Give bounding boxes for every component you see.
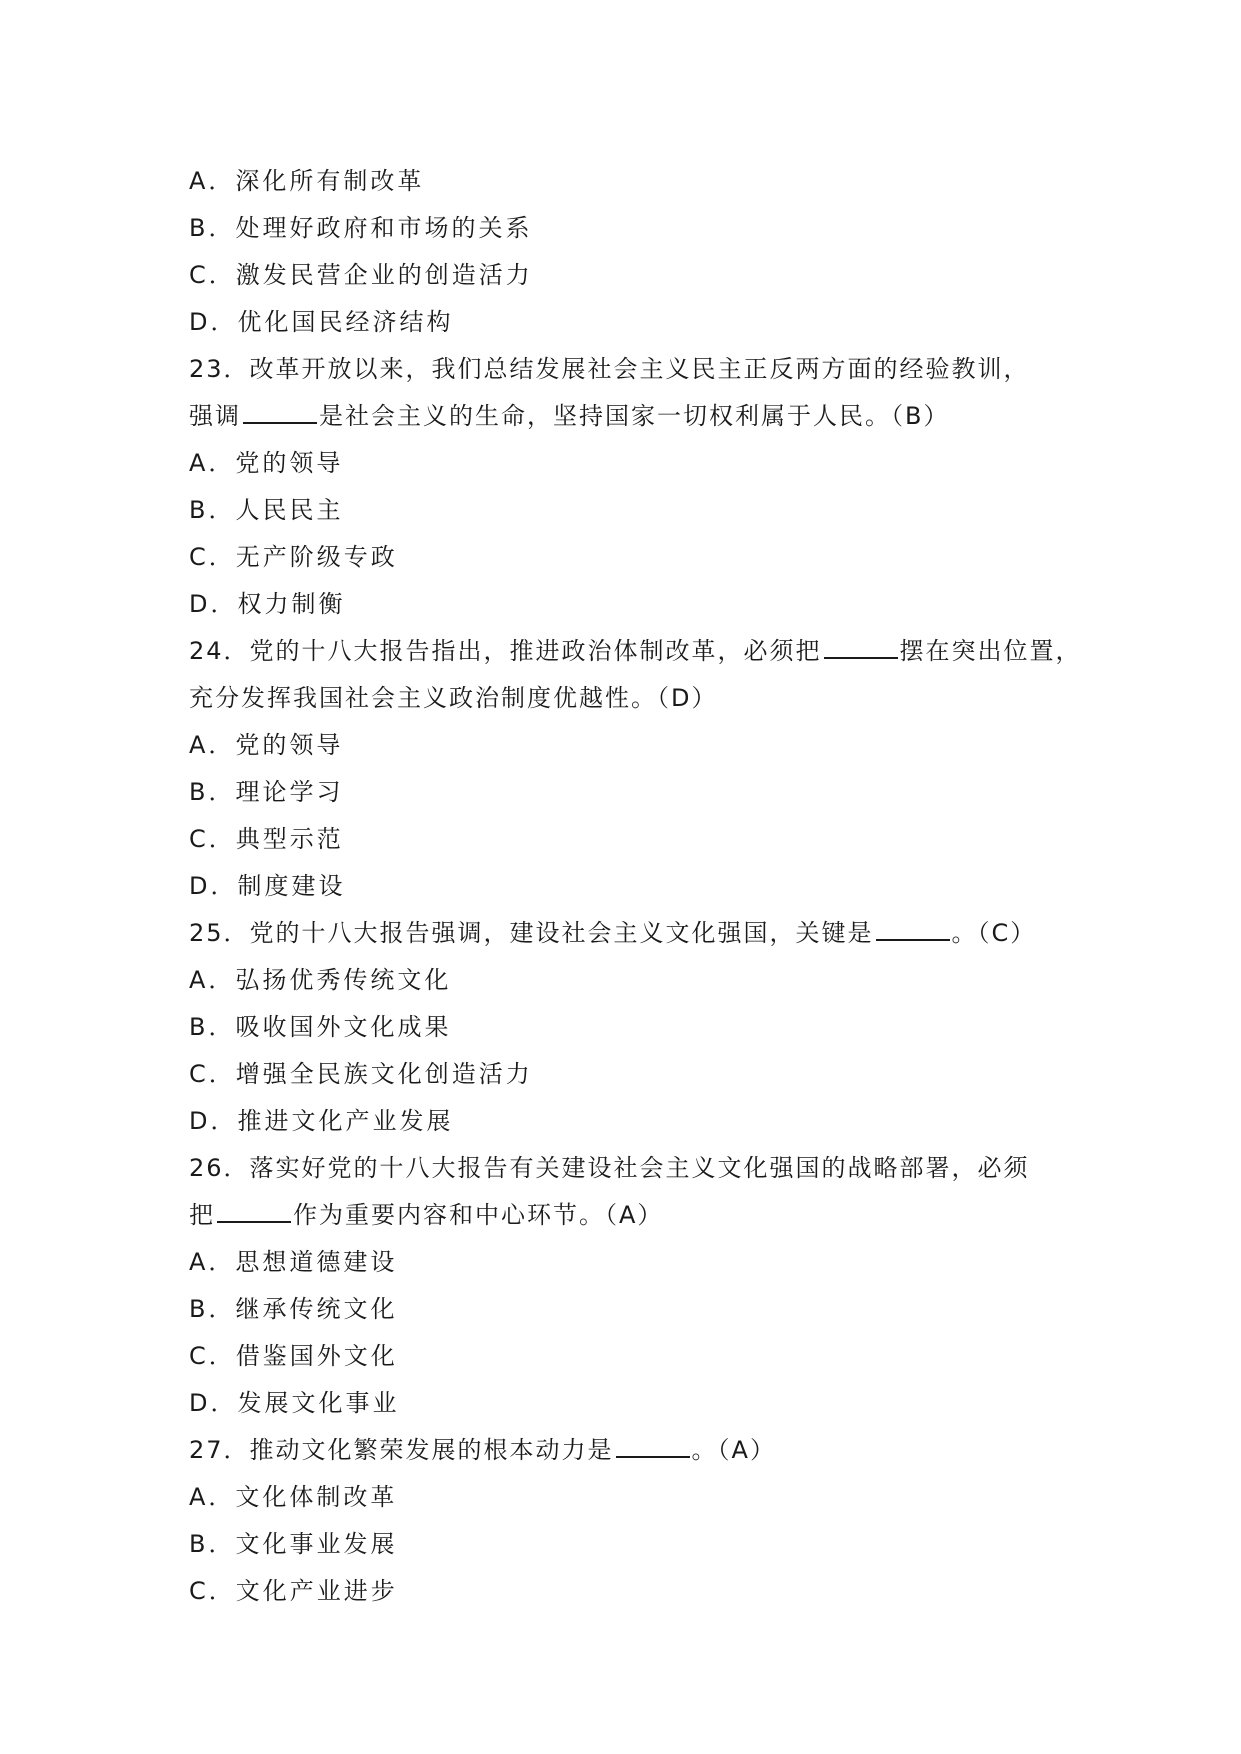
question-text-line (189, 910, 1069, 957)
question-text: 。（A） (691, 1436, 776, 1464)
answer-option: A．文化体制改革 (189, 1483, 398, 1511)
question-text-line (189, 628, 1082, 675)
question-list (189, 158, 1082, 1615)
answer-option: C．典型示范 (189, 825, 344, 853)
answer-option: B．吸收国外文化成果 (189, 1013, 452, 1041)
question-text-line (189, 675, 1069, 722)
answer-option: B．人民民主 (189, 496, 344, 524)
question-text: 25．党的十八大报告强调，建设社会主义文化强国，关键是 (189, 919, 874, 947)
question-text-line (189, 1192, 1069, 1239)
answer-option: C．激发民营企业的创造活力 (189, 261, 533, 289)
answer-option: A．深化所有制改革 (189, 167, 425, 195)
question-text-line (189, 1145, 1069, 1192)
answer-option: B．继承传统文化 (189, 1295, 398, 1323)
answer-option: C．借鉴国外文化 (189, 1342, 398, 1370)
answer-option: D．权力制衡 (189, 590, 346, 618)
answer-option: D．推进文化产业发展 (189, 1107, 454, 1135)
answer-option: B．理论学习 (189, 778, 344, 806)
question-text: 24．党的十八大报告指出，推进政治体制改革，必须把 (189, 637, 822, 665)
question-text-line (189, 346, 1069, 393)
answer-option: B．处理好政府和市场的关系 (189, 214, 533, 242)
question-text: 把 (189, 1201, 215, 1229)
question-text: 强调 (189, 402, 241, 430)
fill-in-blank (217, 1195, 291, 1223)
answer-option: C．增强全民族文化创造活力 (189, 1060, 533, 1088)
answer-option: B．文化事业发展 (189, 1530, 398, 1558)
fill-in-blank (876, 913, 950, 941)
answer-option: A．党的领导 (189, 449, 344, 477)
answer-option: A．党的领导 (189, 731, 344, 759)
answer-option: C．无产阶级专政 (189, 543, 398, 571)
question-text: 23．改革开放以来，我们总结发展社会主义民主正反两方面的经验教训， (189, 355, 1030, 383)
answer-option: A．弘扬优秀传统文化 (189, 966, 452, 994)
question-text: 27．推动文化繁荣发展的根本动力是 (189, 1436, 614, 1464)
answer-option: A．思想道德建设 (189, 1248, 398, 1276)
question-text-line (189, 393, 1069, 440)
question-text: 是社会主义的生命，坚持国家一切权利属于人民。（B） (319, 402, 950, 430)
answer-option: C．文化产业进步 (189, 1577, 398, 1605)
question-text: 充分发挥我国社会主义政治制度优越性。（D） (189, 684, 718, 712)
fill-in-blank (243, 396, 317, 424)
fill-in-blank (616, 1430, 690, 1458)
fill-in-blank (824, 631, 898, 659)
question-text: 摆在突出位置， (899, 637, 1082, 665)
answer-option: D．发展文化事业 (189, 1389, 400, 1417)
question-text: 。（C） (951, 919, 1037, 947)
answer-option: D．优化国民经济结构 (189, 308, 454, 336)
answer-option: D．制度建设 (189, 872, 346, 900)
question-text: 26．落实好党的十八大报告有关建设社会主义文化强国的战略部署，必须 (189, 1154, 1030, 1182)
question-text-line (189, 1427, 1069, 1474)
question-text: 作为重要内容和中心环节。（A） (293, 1201, 664, 1229)
